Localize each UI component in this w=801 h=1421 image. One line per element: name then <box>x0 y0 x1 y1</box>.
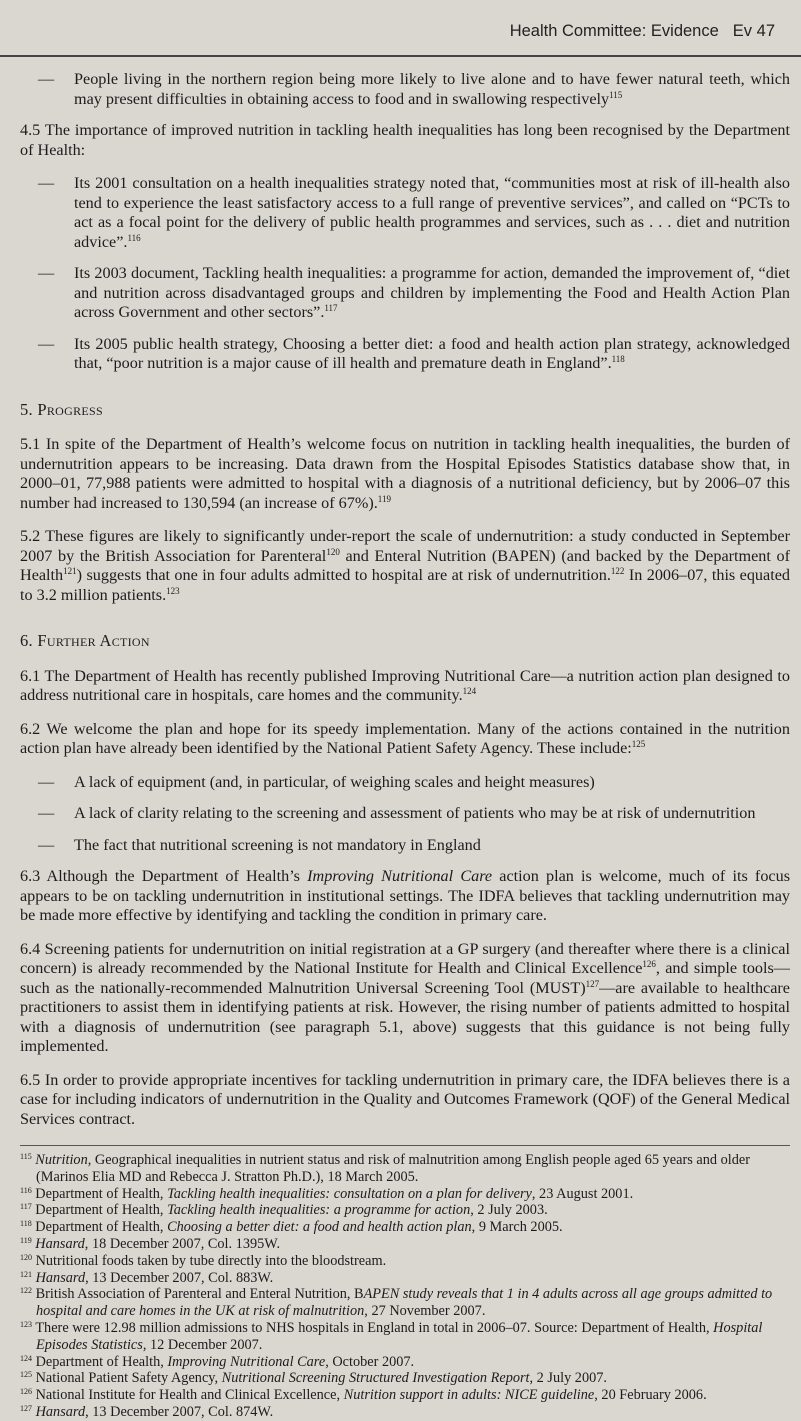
text-run: 6.4 Screening patients for undernutrition on initial registration at a GP surgery (and thereafter where there is a clinical concern) is already recommended by the National Institute for Health and Clinical Excellence <box>20 939 790 977</box>
footnote-ref: 123 <box>166 585 180 596</box>
bullet-item <box>38 836 790 856</box>
text-run: 4.5 The importance of improved nutrition in tackling health inequalities has long been recognised by the Department of Health: <box>20 121 790 159</box>
footnote-number: 115 <box>20 1152 32 1161</box>
footnote <box>20 1253 790 1270</box>
text-run: , Geographical inequalities in nutrient status and risk of malnutrition among English people aged 65 years and older (Marinos Elia MD and Rebecca J. Stratton Ph.D.), 18 March 2005. <box>36 1152 750 1185</box>
bullet-text <box>74 804 790 824</box>
footnote-number: 118 <box>20 1219 32 1229</box>
text-run: Its 2001 consultation on a health inequalities strategy noted that, “communities most at risk of ill-health also tend to experience the least satisfactory access to a full range of preventive services”, and called on “PCTs to act as a focal point for the delivery of public health programmes and services, such as . . . diet and nutrition advice”. <box>74 174 790 251</box>
text-run: Choosing a better diet: a food and health action plan <box>167 1219 472 1236</box>
text-run: 6.5 In order to provide appropriate incentives for tackling undernutrition in primary care, the IDFA believes there is a case for including indicators of undernutrition in the Quality and Outcomes Framework (QOF) of the General Medical Services contract. <box>20 1070 790 1128</box>
footnote-number: 119 <box>20 1235 32 1245</box>
section-title: Further Action <box>37 631 150 650</box>
text-run: , 23 August 2001. <box>531 1185 634 1202</box>
footnote-number: 122 <box>20 1286 32 1296</box>
footnote-ref: 127 <box>585 978 600 989</box>
text-run: , 2 July 2007. <box>529 1370 607 1387</box>
footnote-ref: 118 <box>611 354 625 364</box>
footnote <box>20 1270 790 1287</box>
text-run: , 20 February 2006. <box>594 1387 707 1404</box>
bullet-text <box>74 264 790 323</box>
dash-marker: — <box>38 804 55 822</box>
dash-marker: — <box>38 835 55 854</box>
footnote <box>20 1286 790 1320</box>
running-header <box>510 22 775 41</box>
paragraph <box>20 435 790 513</box>
text-run: Nutrition support in adults: NICE guideline <box>343 1387 595 1404</box>
bullet-text <box>74 836 790 856</box>
page-number: Ev 47 <box>732 22 775 40</box>
footnote <box>20 1370 790 1387</box>
text-run: , 13 December 2007, Col. 883W. <box>85 1269 274 1286</box>
dash-marker: — <box>38 772 55 791</box>
text-run: Department of Health, <box>35 1353 168 1370</box>
bullet-item <box>38 773 790 793</box>
bullet-item <box>38 804 790 824</box>
paragraph <box>20 720 790 759</box>
text-run: Nutritional foods taken by tube directly into the bloodstream. <box>35 1252 387 1269</box>
bullet-item <box>38 174 790 252</box>
text-run: In 2006–07, this equated to 3.2 million patients. <box>20 566 790 604</box>
footnote <box>20 1152 790 1186</box>
text-run: and Enteral Nutrition (BAPEN) (and backed by the Department of Health <box>20 546 791 584</box>
text-run: 5.1 In spite of the Department of Health’s welcome focus on nutrition in tackling health inequalities, the burden of undernutrition appears to be increasing. Data drawn from the Hospital Episodes Statistics database show that, in 2000–01, 77,988 patients were admitted to hospital with a diagnosis of a nutritional deficiency, but by 2006–07 this number had increased to 130,594 (an increase of 67%). <box>20 435 790 512</box>
bullet-item <box>38 70 790 109</box>
paragraph <box>20 940 790 1057</box>
text-run: Nutrition <box>35 1152 88 1168</box>
text-run: Tackling health inequalities: consultation on a plan for delivery <box>167 1185 532 1202</box>
bullet-text <box>74 773 790 793</box>
text-run: There were 12.98 million admissions to NHS hospitals in England in total in 2006–07. Source: Department of Health, <box>35 1319 714 1336</box>
footnote-ref: 115 <box>609 89 623 100</box>
text-run: National Institute for Health and Clinical Excellence, <box>35 1387 344 1404</box>
footnote <box>20 1404 790 1421</box>
text-run: Department of Health, <box>35 1219 168 1236</box>
footnote-number: 125 <box>20 1370 32 1380</box>
text-run: British Association of Parenteral and Enteral Nutrition, B <box>35 1286 364 1303</box>
footnote-ref: 117 <box>324 303 338 313</box>
text-run: The fact that nutritional screening is not mandatory in England <box>74 835 481 854</box>
footnote-ref: 125 <box>631 739 646 749</box>
text-run: , 9 March 2005. <box>471 1219 563 1236</box>
bullet-text <box>74 174 790 252</box>
footnote-ref: 121 <box>63 566 77 576</box>
footnote <box>20 1354 790 1371</box>
header-title: Health Committee: Evidence <box>509 22 719 40</box>
text-run: Hansard <box>35 1269 86 1286</box>
dash-marker: — <box>38 70 55 88</box>
text-run: People living in the northern region being more likely to live alone and to have fewer natural teeth, which may present difficulties in obtaining access to food and in swallowing respectively <box>74 70 790 108</box>
text-run: Hansard <box>35 1403 86 1420</box>
footnote-number: 124 <box>20 1353 32 1363</box>
bullet-item <box>38 264 790 323</box>
footnote-ref: 122 <box>610 566 625 576</box>
bullet-text <box>74 335 790 374</box>
text-run: Improving Nutritional Care <box>307 867 493 885</box>
footnote <box>20 1202 790 1219</box>
section-number: 5. <box>20 399 38 419</box>
dash-marker: — <box>38 264 55 282</box>
footnote-ref: 120 <box>326 546 340 557</box>
footnote-number: 116 <box>20 1185 32 1195</box>
text-run: Department of Health, <box>35 1185 168 1202</box>
footnote-ref: 116 <box>127 232 141 243</box>
text-run: , and simple tools—such as the nationally-recommended Malnutrition Universal Screening Tool (MUST) <box>20 959 790 997</box>
text-run: Hospital Episodes Statistics <box>36 1319 763 1353</box>
text-run: Department of Health, <box>35 1202 168 1219</box>
text-run: , 13 December 2007, Col. 874W. <box>85 1403 274 1420</box>
text-run: , 2 July 2003. <box>470 1202 548 1219</box>
paragraph <box>20 527 790 605</box>
header-rule <box>0 55 801 57</box>
text-run: 6.3 Although the Department of Health’s <box>20 867 308 885</box>
bullet-text <box>74 70 790 109</box>
text-run: A lack of equipment (and, in particular, of weighing scales and height measures) <box>74 772 595 791</box>
footnote <box>20 1387 790 1404</box>
text-run: ) suggests that one in four adults admitted to hospital are at risk of undernutrition. <box>76 566 611 584</box>
footnote-rule <box>20 1145 790 1146</box>
paragraph <box>20 867 790 926</box>
text-run: Nutritional Screening Structured Investigation Report <box>221 1370 530 1387</box>
text-run: , October 2007. <box>325 1353 415 1370</box>
footnote <box>20 1186 790 1203</box>
section-title: Progress <box>37 399 104 419</box>
footnote-number: 120 <box>20 1252 32 1262</box>
dash-marker: — <box>38 334 55 353</box>
text-run: , 18 December 2007, Col. 1395W. <box>84 1235 281 1252</box>
paragraph <box>20 667 790 706</box>
text-run: Its 2003 document, Tackling health inequalities: a programme for action, demanded the improvement of, “diet and nutrition across disadvantaged groups and children by implementing the Food and Health Action Plan across Government and other sectors”. <box>74 264 790 321</box>
footnote-number: 127 <box>20 1403 32 1413</box>
text-run: , 12 December 2007. <box>142 1336 263 1353</box>
text-run: Its 2005 public health strategy, Choosing a better diet: a food and health action plan strategy, acknowledged that, “poor nutrition is a major cause of ill health and premature death in England”. <box>74 334 790 372</box>
footnote <box>20 1219 790 1236</box>
section-number: 6. <box>20 631 38 650</box>
text-run: Improving Nutritional Care <box>167 1353 326 1370</box>
text-run: 6.2 We welcome the plan and hope for its speedy implementation. Many of the actions contained in the nutrition action plan have already been identified by the National Patient Safety Agency. These include: <box>20 719 790 757</box>
text-run: —are available to healthcare practitioners to assist them in identifying patients at risk. However, the rising number of patients admitted to hospital with a diagnosis of undernutrition (see paragraph 5.1, above) suggests that this guidance is not being fully implemented. <box>20 978 790 1055</box>
footnote <box>20 1320 790 1354</box>
footnote-number: 126 <box>20 1387 32 1397</box>
section-heading <box>20 400 790 420</box>
footnote-number: 117 <box>20 1202 32 1212</box>
footnote-ref: 119 <box>377 493 391 504</box>
text-run: , 27 November 2007. <box>364 1303 486 1320</box>
footnote <box>20 1236 790 1253</box>
dash-marker: — <box>38 174 55 192</box>
section-heading <box>20 631 790 651</box>
paragraph <box>20 121 790 160</box>
text-run: Tackling health inequalities: a programme for action <box>167 1202 471 1219</box>
footnote-number: 123 <box>20 1319 32 1329</box>
text-run: APEN study reveals that 1 in 4 adults across all age groups admitted to hospital and care homes in the UK at risk of malnutrition <box>36 1286 773 1320</box>
text-run: National Patient Safety Agency, <box>35 1370 222 1387</box>
text-run: 6.1 The Department of Health has recently published Improving Nutritional Care—a nutrition action plan designed to address nutritional care in hospitals, care homes and the community. <box>20 666 790 704</box>
footnote-ref: 124 <box>462 686 477 696</box>
text-run: action plan is welcome, much of its focus appears to be on tackling undernutrition in institutional settings. The IDFA believes that tackling undernutrition may be made more effective by identifying and tackling the condition in primary care. <box>20 867 790 924</box>
bullet-item <box>38 335 790 374</box>
footnote-number: 121 <box>20 1269 32 1279</box>
text-run: Hansard <box>35 1235 85 1252</box>
text-run: 5.2 These figures are likely to significantly under-report the scale of undernutrition: a study conducted in September 2007 by the British Association for Parenteral <box>20 527 790 565</box>
text-run: A lack of clarity relating to the screening and assessment of patients who may be at risk of undernutrition <box>74 804 756 822</box>
paragraph <box>20 1071 790 1130</box>
footnote-ref: 126 <box>642 959 656 969</box>
document-body <box>20 70 790 1421</box>
